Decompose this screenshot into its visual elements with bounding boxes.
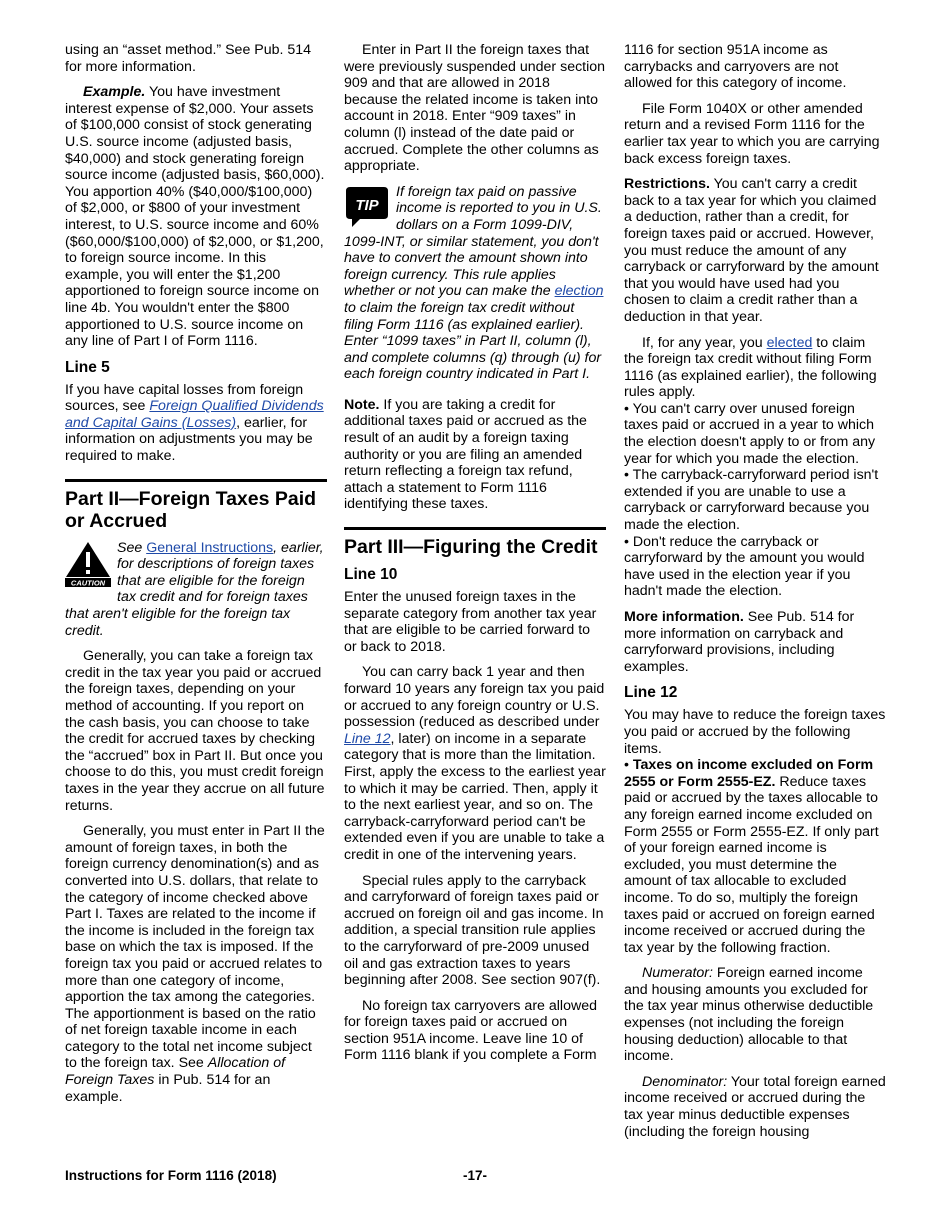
part-2-heading: Part II—Foreign Taxes Paid or Accrued (65, 487, 317, 532)
tip-label: TIP (355, 196, 379, 214)
caution-text-see: See (117, 539, 147, 556)
section-divider (344, 527, 606, 530)
bullet-item: • Don't reduce the carryback or carryforward by the amount you would have used in the election year if you hadn't made the election. (624, 533, 865, 600)
tip-icon (344, 185, 390, 234)
paragraph-special-rules: Special rules apply to the carryback and carryforward of foreign taxes paid or accrued on foreign oil and gas income. In addition, a special transition rule applies to the carryforward of pre-2009 unused oil and gas extraction taxes to years beginning after 2008. See section 907(f). (344, 872, 604, 989)
generally-2-text-cont: in Pub. 514 for an example. (65, 1072, 271, 1105)
generally-2-text: Generally, you must enter in Part II the amount of foreign taxes, in both the foreign currency denomination(s) and as converted into U.S. dollars, that relate to the category of income checked above Part I. Taxes are related to the income if the income is included in the foreign tax base on which the tax is imposed. If the foreign tax you paid or accrued relates to more than one category of income, apportion the tax among the categories. The apportionment is based on the ratio of net foreign taxable income in each category to the total net income subject to the foreign tax. See (65, 823, 325, 1072)
restrictions-text: You can't carry a credit back to a tax year for which you claimed a deduction, rather than a credit, for foreign taxes paid or accrued. However, you must reduce the amount of any carryback or carryforward by the amount that you would have used had you chosen to claim a credit rather than a deduction in that year. (624, 176, 879, 325)
part-3-heading: Part III—Figuring the Credit (344, 536, 598, 559)
bullet-item: • Taxes on income excluded on Form 2555 or Form 2555-EZ. Reduce taxes paid or accrued by the taxes allocable to any foreign earned income excluded on Form 2555 or Form 2555-EZ. If only part of your foreign earned income is excluded, you must determine the amount of tax allocable to excluded income. To do so, multiply the foreign taxes paid or accrued on foreign earned income received or accrued during the tax year by the following fraction. (624, 757, 879, 956)
paragraph-restrictions (624, 176, 886, 325)
carryback-text: You can carry back 1 year and then forward 10 years any foreign tax you paid or accrued to any foreign country or U.S. possession (reduced as described under (344, 664, 605, 731)
note-text: If you are taking a credit for additional taxes paid or accrued as the result of an audit by a foreign taxing authority or you are filing an amended return reflecting a foreign tax refund, attach a statement to Form 1116 identifying these taxes. (344, 396, 587, 513)
bullet-1-text: You can't carry over unused foreign taxes paid or accrued in a year to which the election doesn't apply to or from any year for which you made the election. (624, 400, 876, 467)
section-divider (65, 479, 327, 482)
line-12-heading: Line 12 (624, 684, 678, 702)
line-10-heading: Line 10 (344, 566, 398, 584)
caution-note (65, 540, 327, 640)
line-5-heading: Line 5 (65, 358, 110, 376)
line-5-text-cont: , earlier, for information on adjustments you may be required to make. (65, 414, 313, 465)
column-2 (344, 42, 606, 1073)
column-3 (624, 42, 886, 1149)
link-line-12[interactable]: Line 12 (344, 730, 391, 747)
paragraph-elected (624, 335, 886, 401)
page-number: -17- (462, 1168, 487, 1183)
paragraph-more-information (624, 609, 886, 675)
bullet-3-text: Don't reduce the carryback or carryforward by the amount you would have used in the election year if you hadn't made the election. (624, 533, 865, 600)
bullet-4-text: Reduce taxes paid or accrued by the taxes allocable to any foreign earned income excluded on Form 2555 or Form 2555-EZ. If only part of your foreign earned income is excluded, you must determine the amount of tax allocable to excluded income. To do so, multiply the foreign taxes paid or accrued on foreign earned income received or accrued during the tax year by the following fraction. (624, 773, 879, 956)
elected-text-cont: to claim the foreign tax credit without filing Form 1116 (as explained earlier), the following rules apply. (624, 334, 877, 401)
example-text: You have investment interest expense of $2,000. Your assets of $100,000 consist of stock generating U.S. source income (adjusted basis, $40,000) and stock generating foreign source income (adjusted basis, $60,000). You apportion 40% ($40,000/$100,000) of $2,000, or $800 of your investment interest, to U.S. source income and 60% ($60,000/$100,000) of $2,000, or $1,200, to foreign source income. In this example, you will enter the $1,200 apportioned to foreign source income on line 4b. You wouldn't enter the $800 apportioned to U.S. source income on any line of Part I of Form 1116. (65, 84, 325, 350)
caution-label: CAUTION (70, 578, 106, 587)
link-general-instructions[interactable]: General Instructions (146, 539, 274, 556)
paragraph-carryback (344, 664, 606, 863)
caution-icon (65, 541, 111, 592)
more-information-label: More information. (624, 609, 744, 625)
bullet-4-bold: Taxes on income excluded on Form 2555 or Form 2555-EZ. (624, 757, 874, 790)
footer-title: Instructions for Form 1116 (2018) (65, 1168, 277, 1183)
paragraph-generally-2 (65, 823, 327, 1105)
bullet-2-text: The carryback-carryforward period isn't extended if you are unable to use a carryback or carryforward because you made the election. (624, 467, 879, 534)
paragraph-section-909: Enter in Part II the foreign taxes that were previously suspended under section 909 and that are allowed in 2018 because the related income is taken into account in 2018. Enter “909 taxes” in column (l) instead of the date paid or accrued. Complete the other columns as appropriate. (344, 42, 606, 175)
paragraph-line-5 (65, 382, 327, 465)
paragraph-note (344, 397, 606, 513)
link-foreign-qualified-dividends[interactable]: Foreign Qualified Dividends and Capital Gains (Losses) (65, 398, 324, 431)
carryback-text-cont: , later) on income in a separate category that is more than the limitation. First, apply the excess to the earliest year to which it may be carried. Then, apply it to the next earliest year, and so on. The carryback-carryforward period can't be extended even if you are unable to take a credit in one of the intervening years. (344, 730, 606, 863)
paragraph-denominator (624, 1074, 886, 1140)
paragraph-951a-continued: 1116 for section 951A income as carrybacks and carryovers are not allowed for this category of income. (624, 42, 847, 92)
note-label: Note. (344, 396, 380, 413)
elected-text: If, for any year, you (642, 334, 767, 351)
paragraph-generally-1: Generally, you can take a foreign tax credit in the tax year you paid or accrued the foreign taxes, depending on your method of accounting. If you report on the cash basis, you can choose to take the credit for accrued taxes by checking the “accrued” box in Part II. But once you choose to do this, you must credit foreign taxes in the year they accrue on all future returns. (65, 648, 325, 814)
paragraph-asset-method: using an “asset method.” See Pub. 514 for more information. (65, 42, 312, 75)
numerator-text: Foreign earned income and housing amounts you excluded for the tax year minus otherwise deductible expenses (not including the foreign housing deduction) allocable to that income. (624, 965, 874, 1065)
caution-text: , earlier, for descriptions of foreign taxes that are eligible for the foreign tax credit and for foreign taxes that aren't eligible for the foreign tax credit. (65, 539, 324, 639)
numerator-label: Numerator: (642, 965, 713, 982)
example-label: Example. (83, 84, 146, 101)
restrictions-label: Restrictions. (624, 176, 710, 193)
line-5-text: If you have capital losses from foreign sources, see (65, 381, 304, 415)
paragraph-example (65, 84, 327, 350)
tip-text: If foreign tax paid on passive income is reported to you in U.S. dollars on a Form 1099-DIV, 1099-INT, or similar statement, you don't have to convert the amount shown into foreign currency. This rule applies whether or not you can make the (344, 183, 602, 300)
paragraph-numerator (624, 965, 886, 1065)
bullet-item: • You can't carry over unused foreign taxes paid or accrued in a year to which the election doesn't apply to or from any year for which you made the election. (624, 400, 876, 467)
tip-note (344, 184, 606, 383)
denominator-text: Your total foreign earned income received or accrued during the tax year minus deductible expenses (including the foreign housing (624, 1073, 886, 1140)
allocation-reference: Allocation of Foreign Taxes (65, 1055, 286, 1089)
more-information-text: See Pub. 514 for more information on carryback and carryforward provisions, including examples. (624, 609, 855, 675)
link-election[interactable]: election (554, 283, 604, 300)
paragraph-file-1040x: File Form 1040X or other amended return and a revised Form 1116 for the earlier tax year to which you are carrying back excess foreign taxes. (624, 100, 880, 167)
denominator-label: Denominator: (642, 1073, 728, 1090)
paragraph-line-12: You may have to reduce the foreign taxes you paid or accrued by the following items. (624, 707, 886, 757)
bullet-item: • The carryback-carryforward period isn't extended if you are unable to use a carryback or carryforward because you made the election. (624, 467, 879, 534)
tip-text-cont: to claim the foreign tax credit without filing Form 1116 (as explained earlier). Enter “1099 taxes” in Part II, column (l), and complete columns (q) through (u) for each foreign country indicated in Part I. (344, 299, 602, 383)
link-elected[interactable]: elected (766, 334, 813, 351)
paragraph-line-10: Enter the unused foreign taxes in the separate category from another tax year that are eligible to be carried forward to or back to 2018. (344, 589, 597, 655)
paragraph-no-carryovers: No foreign tax carryovers are allowed for foreign taxes paid or accrued on section 951A income. Leave line 10 of Form 1116 blank if you complete a Form (344, 997, 597, 1064)
column-1 (65, 42, 327, 1114)
